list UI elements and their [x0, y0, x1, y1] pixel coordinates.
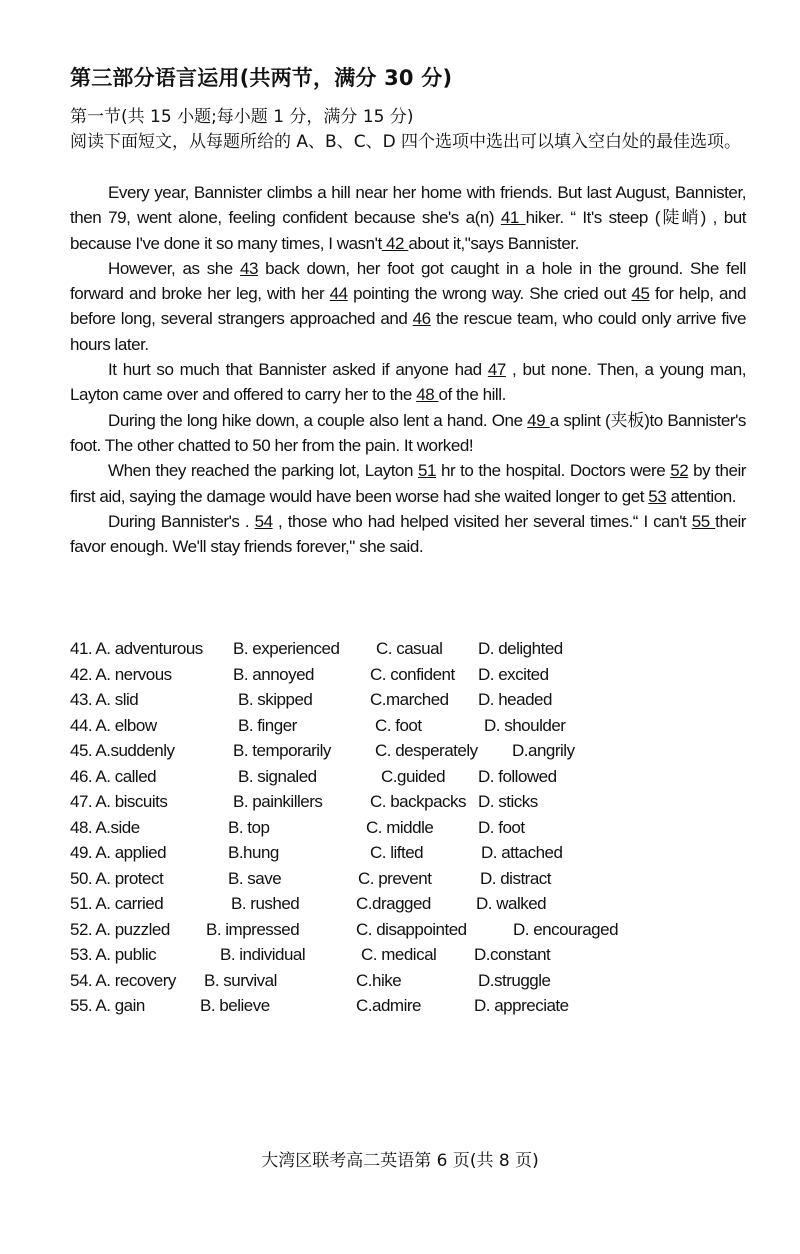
blank-number: 45 — [631, 284, 650, 304]
passage-paragraph — [70, 357, 746, 408]
option-c: C. disappointed — [356, 919, 467, 939]
option-b: B. annoyed — [233, 664, 315, 684]
passage-text: During the long hike down, a couple also lent a hand. One — [108, 410, 528, 430]
question-number-option-a: 53. A. public — [70, 945, 157, 964]
option-b: B. top — [228, 817, 270, 837]
blank-number: 47 — [487, 360, 506, 380]
passage-text: hr to the hospital. Doctors were — [436, 461, 671, 481]
page-footer: 大湾区联考高二英语第 6 页(共 8 页) — [261, 1151, 539, 1171]
passage-text: a splint (夹板)to Bannister's foot. The other chatted to 50 her from the pain. It worked! — [70, 410, 746, 455]
question-number-option-a: 45. A.suddenly — [70, 741, 175, 760]
passage-text: pointing the wrong way. She cried out — [347, 284, 632, 304]
option-d: D. encouraged — [513, 919, 619, 939]
passage-paragraph — [70, 256, 746, 357]
question-row — [70, 840, 670, 866]
option-b: B. skipped — [238, 690, 313, 709]
option-d: D. shoulder — [484, 715, 566, 735]
option-c: C. lifted — [370, 843, 424, 862]
passage-text: , those who had helped visited her several times.“ I can't — [272, 511, 692, 531]
passage-text: about it,"says Bannister. — [408, 233, 579, 253]
question-row — [70, 687, 670, 713]
blank-number: 46 — [412, 309, 431, 329]
option-d: D. excited — [478, 664, 549, 684]
blank-number: 54 — [254, 511, 273, 531]
question-row — [70, 764, 670, 790]
option-c: C.dragged — [356, 894, 431, 913]
passage-text: It hurt so much that Bannister asked if anyone had — [108, 360, 488, 380]
question-row — [70, 993, 670, 1019]
option-c: C. foot — [375, 715, 422, 735]
option-b: B. rushed — [231, 894, 300, 913]
instruction-text: 阅读下面短文，从每题所给的 A、B、C、D 四个选项中选出可以填入空白处的最佳选项。 — [70, 132, 742, 152]
option-c: C.marched — [370, 690, 449, 709]
passage-text: for help, and before long, several strangers approached and — [70, 284, 747, 329]
option-b: B. survival — [204, 970, 277, 990]
passage-paragraph — [70, 509, 746, 560]
option-d: D. distract — [480, 868, 552, 888]
option-b: B. signaled — [238, 766, 317, 786]
option-c: C. backpacks — [370, 792, 467, 811]
question-number-option-a: 42. A. nervous — [70, 664, 172, 684]
passage-paragraph — [70, 408, 746, 459]
passage-paragraph — [70, 458, 746, 509]
option-d: D. walked — [476, 894, 547, 913]
section-title: 第三部分语言运用(共两节，满分 30 分) — [70, 66, 453, 90]
question-row — [70, 891, 670, 917]
option-d: D. attached — [481, 843, 563, 862]
question-number-option-a: 49. A. applied — [70, 843, 167, 862]
option-b: B. impressed — [206, 919, 300, 939]
question-number-option-a: 47. A. biscuits — [70, 792, 168, 811]
question-number-option-a: 44. A. elbow — [70, 715, 157, 735]
passage-text: the rescue team, who could only arrive five hours later. — [70, 309, 746, 354]
question-number-option-a: 55. A. gain — [70, 996, 145, 1015]
question-number-option-a: 52. A. puzzled — [70, 919, 170, 939]
passage-text: attention. — [666, 486, 737, 506]
passage-text: , but none. Then, a young man, Layton came over and offered to carry her to the — [70, 360, 746, 405]
passage-text: Every year, Bannister climbs a hill near her home with friends. But last August, Bannister, then 79, went alone, feeling confident because she's a(n) — [70, 183, 746, 228]
blank-number: 44 — [329, 284, 348, 304]
subsection-heading: 第一节(共 15 小题;每小题 1 分，满分 15 分) — [70, 107, 414, 127]
option-b: B. individual — [220, 945, 306, 964]
passage-text: During Bannister's . — [108, 511, 255, 531]
blank-number: 49 — [527, 410, 550, 430]
option-c: C. medical — [361, 945, 437, 964]
blank-number: 51 — [418, 461, 437, 481]
option-c: C. confident — [370, 664, 455, 684]
passage-text: back down, her foot got caught in a hole in the ground. She fell forward and broke her leg, with her — [70, 258, 746, 304]
option-d: D. followed — [478, 766, 557, 786]
option-b: B.hung — [228, 843, 279, 862]
question-number-option-a: 43. A. slid — [70, 690, 139, 709]
blank-number: 55 — [691, 511, 716, 531]
passage-text: When they reached the parking lot, Layton — [108, 461, 418, 481]
passage-paragraph — [70, 180, 746, 256]
question-row — [70, 636, 670, 662]
option-d: D.constant — [474, 945, 551, 964]
question-number-option-a: 50. A. protect — [70, 868, 164, 888]
option-d: D. foot — [478, 817, 525, 837]
question-row — [70, 789, 670, 815]
question-row — [70, 942, 670, 968]
option-d: D. headed — [478, 690, 552, 709]
option-c: C. desperately — [375, 741, 478, 760]
question-number-option-a: 41. A. adventurous — [70, 639, 203, 658]
option-c: C.guided — [381, 766, 446, 786]
question-row — [70, 968, 670, 994]
passage-text: of the hill. — [438, 385, 506, 405]
question-number-option-a: 51. A. carried — [70, 894, 164, 913]
option-d: D. delighted — [478, 639, 563, 658]
blank-number: 48 — [416, 385, 439, 405]
option-b: B. finger — [238, 715, 297, 735]
answer-options — [70, 636, 670, 1019]
option-d: D.struggle — [478, 970, 551, 990]
option-c: C. casual — [376, 639, 443, 658]
option-b: B. save — [228, 868, 282, 888]
option-d: D. appreciate — [474, 996, 569, 1015]
passage-text: their favor enough. We'll stay friends forever," she said. — [70, 511, 746, 557]
option-d: D. sticks — [478, 792, 538, 811]
option-c: C.hike — [356, 970, 402, 990]
blank-number: 43 — [239, 258, 258, 278]
passage-text: However, as she — [108, 258, 240, 278]
option-c: C.admire — [356, 996, 421, 1015]
option-b: B. painkillers — [233, 792, 323, 811]
passage-text: by their first aid, saying the damage would have been worse had she waited longer to get — [70, 461, 746, 506]
option-c: C. middle — [366, 817, 434, 837]
question-number-option-a: 46. A. called — [70, 766, 157, 786]
question-number-option-a: 48. A.side — [70, 817, 140, 837]
blank-number: 42 — [381, 233, 409, 253]
question-row — [70, 713, 670, 739]
question-number-option-a: 54. A. recovery — [70, 970, 176, 990]
option-d: D.angrily — [512, 741, 575, 760]
option-b: B. temporarily — [233, 741, 331, 760]
question-row — [70, 662, 670, 688]
option-c: C. prevent — [358, 868, 432, 888]
blank-number: 52 — [670, 461, 689, 481]
question-row — [70, 738, 670, 764]
passage-text: hiker. “ It's steep (陡峭) , but because I've done it so many times, I wasn't — [70, 208, 746, 253]
option-b: B. believe — [200, 996, 270, 1015]
option-b: B. experienced — [233, 639, 340, 658]
question-row — [70, 866, 670, 892]
blank-number: 41 — [500, 208, 526, 228]
section-instructions — [70, 105, 750, 155]
question-row — [70, 815, 670, 841]
blank-number: 53 — [648, 486, 667, 506]
question-row — [70, 917, 670, 943]
cloze-passage — [70, 180, 746, 559]
